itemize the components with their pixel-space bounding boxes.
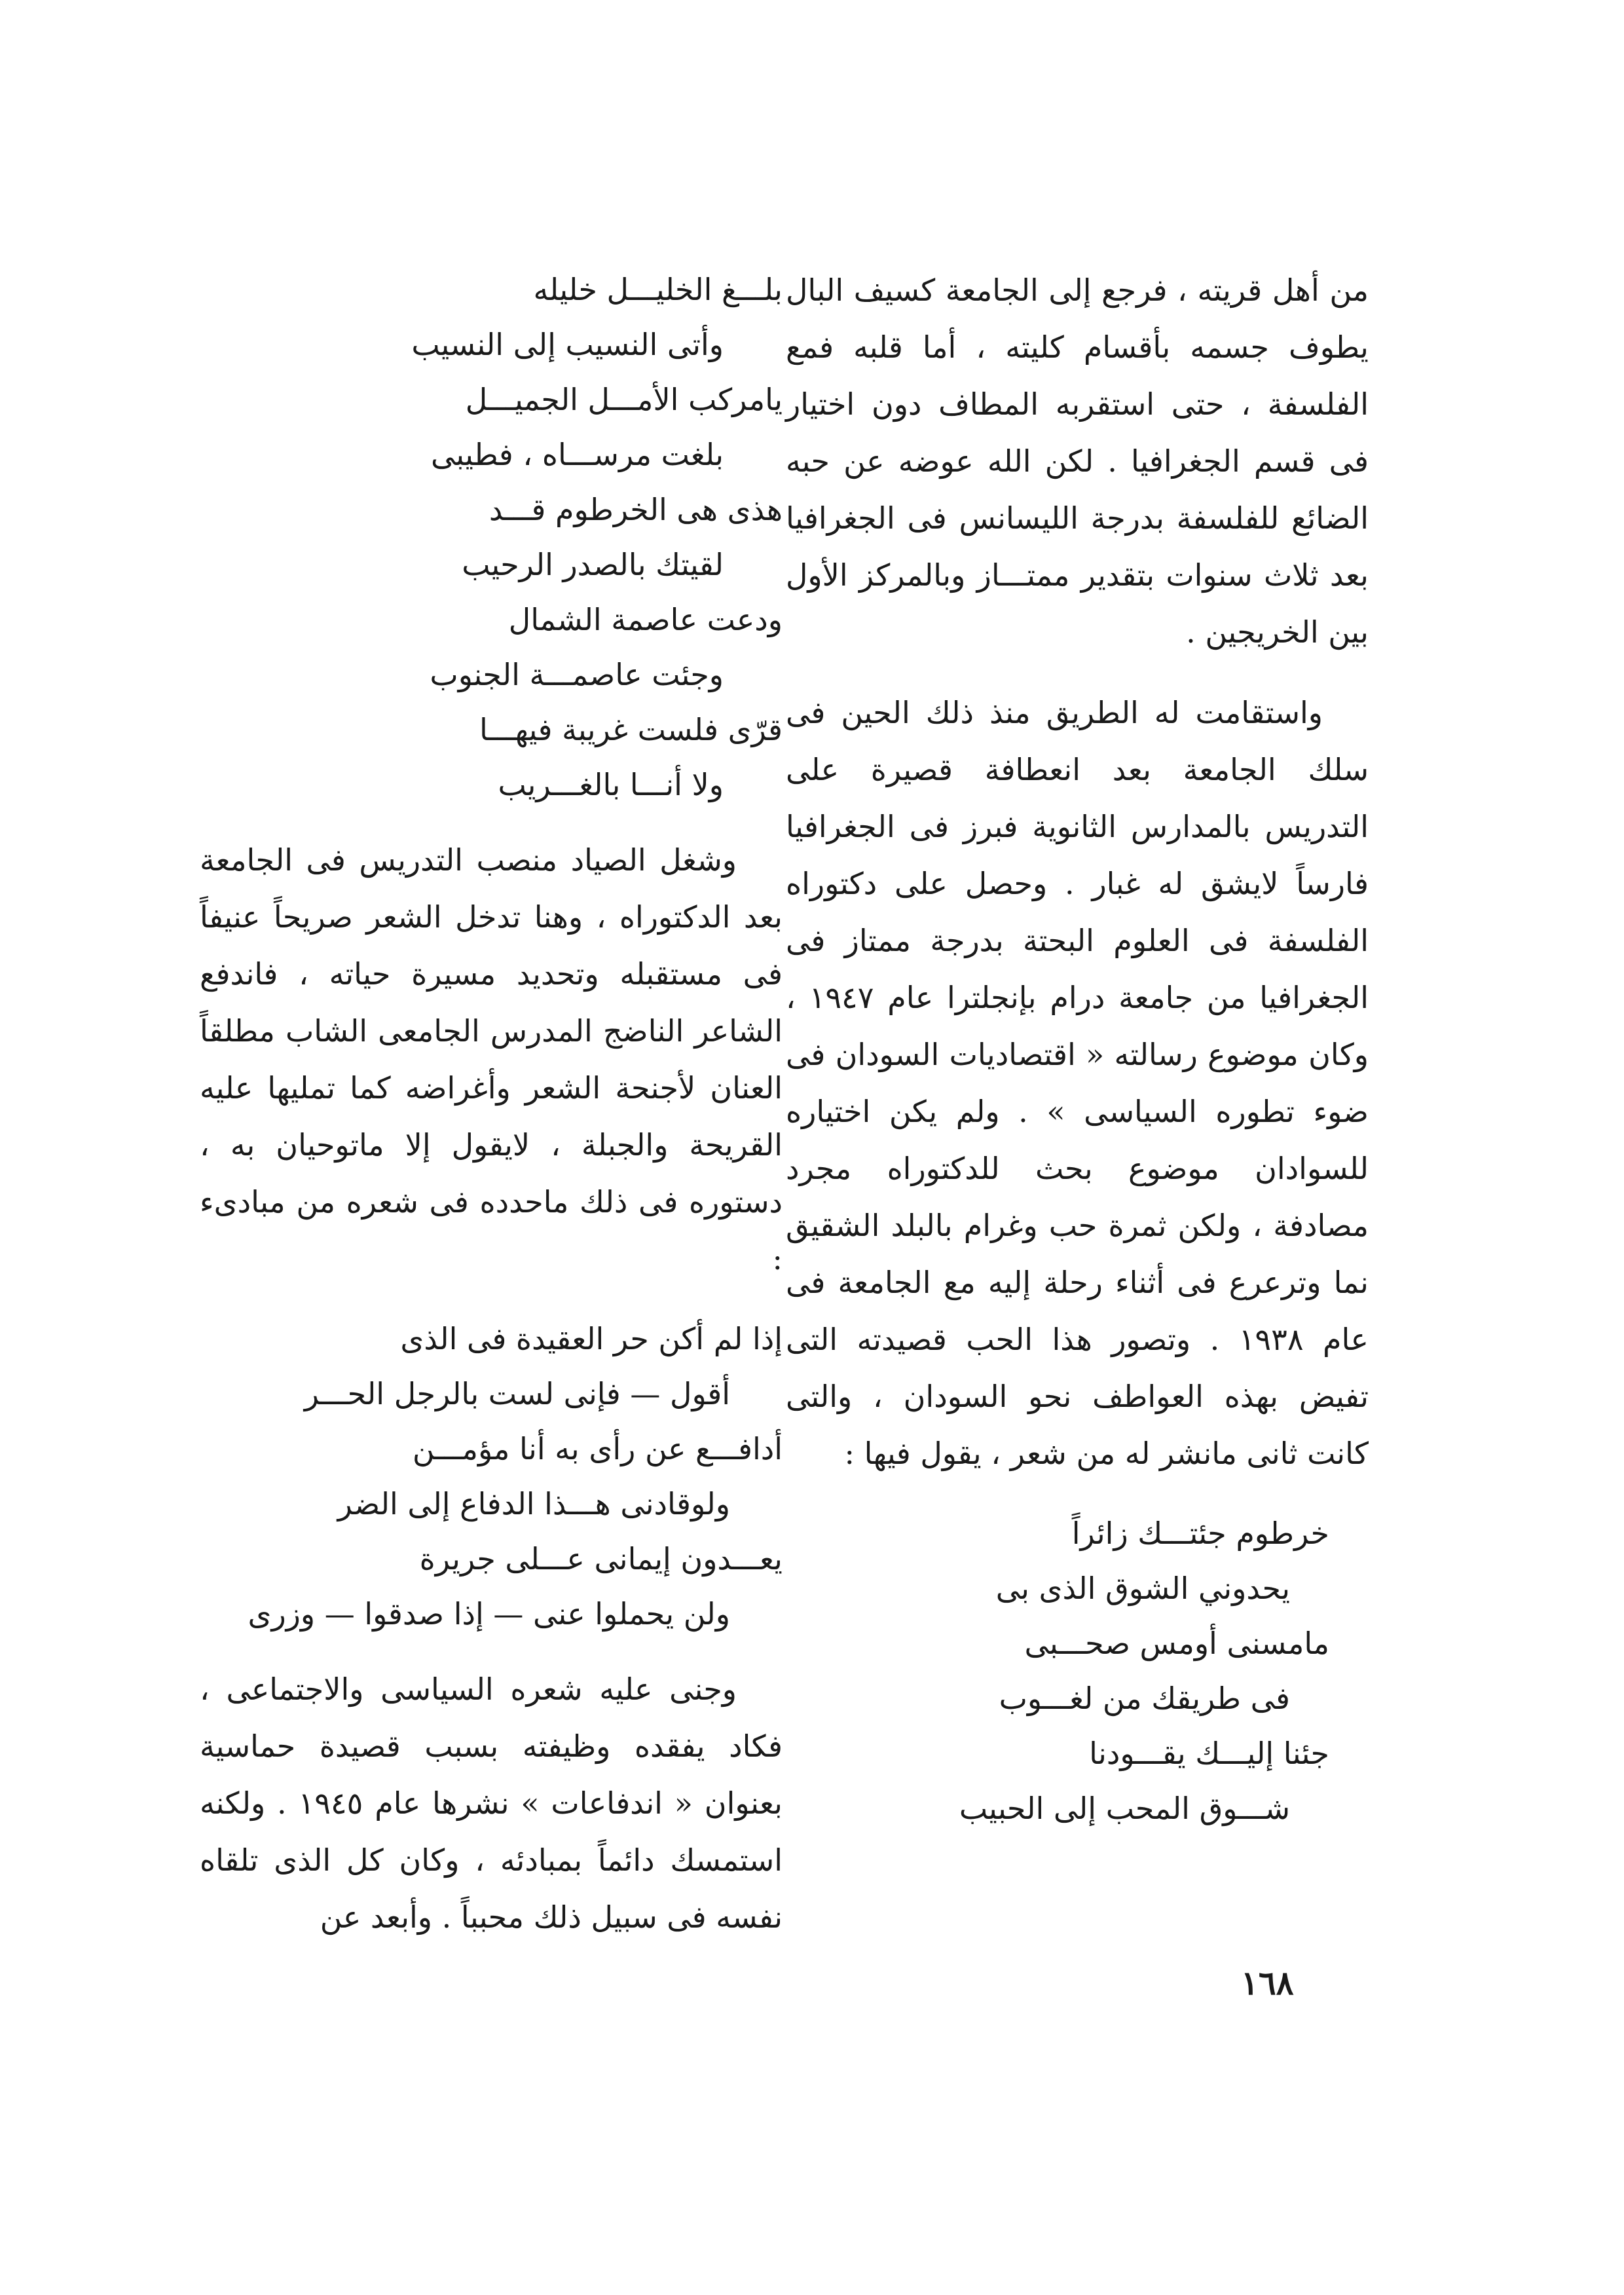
right-column bbox=[786, 262, 1369, 1856]
verse-line: خرطوم جئتـــك زائراً bbox=[1071, 1516, 1329, 1551]
verse-line: أدافـــع عن رأى به أنا مؤمـــن bbox=[412, 1431, 783, 1466]
verse-line: وأتى النسيب إلى النسيب bbox=[411, 327, 724, 362]
paragraph: وجنى عليه شعره السياسى والاجتماعى ، فكاد يفقده وظيفته بسبب قصيدة حماسية بعنوان « اندفاعات » نشرها عام ١٩٤٥ . ولكنه استمسك دائماً بمبادئه ، وكان كل الذى تلقاه نفسه فى سبيل ذلك محبباً . وأبعد عن bbox=[200, 1671, 783, 1935]
principles-poem bbox=[200, 1311, 783, 1641]
verse-line: ولوقادنى هـــذا الدفاع إلى الضر bbox=[337, 1486, 730, 1521]
verse-line: إذا لم أكن حر العقيدة فى الذى bbox=[400, 1321, 783, 1356]
paragraph: واستقامت له الطريق منذ ذلك الحين فى سلك الجامعة بعد انعطافة قصيرة على التدريس بالمدارس الثانوية فبرز فى الجغرافيا فارساً لايشق له غبار . وحصل على دكتوراه الفلسفة فى العلوم البحتة بدرجة ممتاز فى الجغرافيا من جامعة درام بإنجلترا عام ١٩٤٧ ، وكان موضوع رسالته « اقتصاديات السودان فى ضوء تطوره السياسى » . ولم يكن اختياره للسوادان موضوع بحث للدكتوراه مجرد مصادفة ، ولكن ثمرة حب وغرام بالبلد الشقيق نما وترعرع فى أثناء رحلة إليه مع الجامعة فى عام ١٩٣٨ . وتصور هذا الحب قصيدته التى تفيض بهذه العواطف نحو السودان ، والتى كانت ثانى مانشر له من شعر ، يقول فيها : bbox=[786, 695, 1369, 1471]
verse-line: فى طريقك من لغـــوب bbox=[999, 1681, 1290, 1716]
verse-line: هذى هى الخرطوم قـــد bbox=[489, 492, 783, 527]
verse-line: بلغت مرســـاه ، فطيبى bbox=[430, 437, 724, 472]
right-prose bbox=[786, 262, 1369, 1482]
left-prose-1 bbox=[200, 832, 783, 1288]
paragraph: من أهل قريته ، فرجع إلى الجامعة كسيف البال يطوف جسمه بأقسام كليته ، أما قلبه فمع الفلسفة ، حتى استقربه المطاف دون اختيار فى قسم الجغرافيا . لكن الله عوضه عن حبه الضائع للفلسفة بدرجة الليسانس فى الجغرافيا بعد ثلاث سنوات بتقدير ممتـــاز وبالمركز الأول بين الخريجين . bbox=[786, 272, 1369, 650]
verse-line: يحدوني الشوق الذى بى bbox=[995, 1571, 1290, 1606]
verse-line: بلـــغ الخليـــل خليله bbox=[533, 272, 783, 307]
verse-line: ولن يحملوا عنى — إذا صدقوا — وزرى bbox=[248, 1596, 730, 1632]
verse-line: قرّى فلست غريبة فيهـــا bbox=[479, 712, 783, 747]
verse-line: ودعت عاصمة الشمال bbox=[508, 602, 783, 637]
verse-line: ولا أنـــا بالغـــريب bbox=[498, 767, 724, 802]
left-column bbox=[200, 262, 783, 1969]
verse-line: وجئت عاصمـــة الجنوب bbox=[430, 657, 724, 692]
paragraph: وشغل الصياد منصب التدريس فى الجامعة بعد الدكتوراه ، وهنا تدخل الشعر صريحاً عنيفاً فى مستقبله وتحديد مسيرة حياته ، فاندفع الشاعر الناضج المدرس الجامعى الشاب مطلقاً العنان لأجنحة الشعر وأغراضه كما تمليها عليه القريحة والجبلة ، لايقول إلا ماتوحيان به ، دستوره فى ذلك ماحدده فى شعره من مبادىء : bbox=[200, 842, 783, 1277]
left-prose-2 bbox=[200, 1661, 783, 1946]
verse-line: يامركب الأمـــل الجميـــل bbox=[465, 382, 783, 417]
khartoum-poem bbox=[786, 1506, 1369, 1836]
verse-line: مامسنى أومس صحـــبى bbox=[1024, 1626, 1329, 1661]
verse-line: لقيتك بالصدر الرحيب bbox=[462, 547, 724, 582]
page-number: ١٦٨ bbox=[1241, 1964, 1294, 2002]
khartoum-poem-continued bbox=[200, 262, 783, 812]
verse-line: يعـــدون إيمانى عـــلى جريرة bbox=[419, 1541, 783, 1577]
verse-line: أقول — فإنى لست بالرجل الحـــر bbox=[304, 1376, 730, 1411]
verse-line: جئنا إليـــك يقـــودنا bbox=[1089, 1736, 1329, 1771]
verse-line: شـــوق المحب إلى الحبيب bbox=[959, 1791, 1290, 1826]
